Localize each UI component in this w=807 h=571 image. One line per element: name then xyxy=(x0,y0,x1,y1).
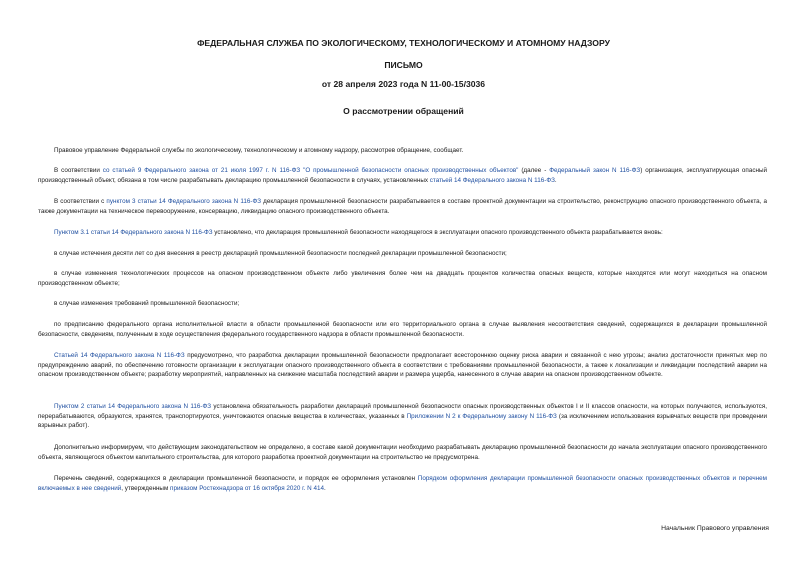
paragraph-article-9 xyxy=(38,166,767,185)
link-order-414[interactable]: приказом Ростехнадзора от 16 октября 2020 г. N 414 xyxy=(170,484,324,492)
list-item-process-change: в случае изменения технологических процессов на опасном производственном объекте либо увеличения более чем на двадцать процентов количества опасных веществ, которые находятся или могут находиться на опасном производственном объекте; xyxy=(38,270,767,287)
paragraph-declaration-list xyxy=(38,474,767,493)
link-point-3-article-14[interactable]: пунктом 3 статьи 14 Федерального закона N 116-ФЗ xyxy=(106,198,262,205)
text: Перечень сведений, содержащихся в декларации промышленной безопасности, и порядок ее оформления установлен xyxy=(54,475,418,482)
paragraph-point-3-1 xyxy=(38,228,767,238)
link-appendix-2[interactable]: Приложении N 2 к Федеральному закону N 116-ФЗ xyxy=(406,412,557,420)
paragraph-point-3 xyxy=(38,197,767,216)
signature: Начальник Правового управления xyxy=(661,525,769,532)
text: предусмотрено, что разработка декларации промышленной безопасности предполагает всестороннюю оценку риска аварии и связанной с нею угрозы; анализ достаточности принятых мер по предупреждению аварий, по обеспечению готовности организации к эксплуатации опасного производственного объекта в соответствии с требованиями промышленной безопасности, а также к локализации и ликвидации последствий аварии на опасном производственном объекте; разработку мероприятий, направленных на снижение масштаба последствий аварии и размера ущерба, нанесенного в случае аварии на опасном производственном объекте. xyxy=(38,352,768,379)
text: . xyxy=(554,176,557,184)
text: ) организация, эксплуатирующая опасный производственный объект, обязана в том числе разрабатывать декларацию промышленной безопасности в случаях, установленных xyxy=(38,167,767,184)
paragraph-intro: Правовое управление Федеральной службы по экологическому, технологическому и атомному надзору, рассмотрев обращение, сообщает. xyxy=(54,147,464,154)
text: В соответствии с xyxy=(54,198,107,205)
paragraph-article-14 xyxy=(38,351,767,380)
list-item-order: по предписанию федерального органа исполнительной власти в области промышленной безопасности или его территориального органа в случае выявления несоответствия сведений, содержащихся в декларации промышленной безопасности, сведениям, полученным в ходе осуществления федерального государственного надзора в области промышленной безопасности. xyxy=(38,321,767,338)
text: В соответствии xyxy=(54,167,103,174)
link-federal-law-116[interactable]: Федеральный закон N 116-ФЗ xyxy=(549,167,641,174)
text: (за исключением использования взрывчатых веществ при проведении взрывных работ). xyxy=(38,412,767,430)
document-subject: О рассмотрении обращений xyxy=(343,106,464,116)
link-point-3-1-article-14[interactable]: Пунктом 3.1 статьи 14 Федерального закона N 116-ФЗ xyxy=(54,229,213,236)
document-date-number: от 28 апреля 2023 года N 11-00-15/3036 xyxy=(321,79,486,89)
list-item-requirements-change: в случае изменения требований промышленной безопасности; xyxy=(54,300,240,307)
document-type: ПИСЬМО xyxy=(384,60,423,70)
text: (далее - xyxy=(518,167,550,174)
link-declaration-procedure[interactable]: Порядком оформления декларации промышленной безопасности опасных производственных объектов и перечнем включаемых в нее сведений xyxy=(38,475,767,492)
text: , утвержденным xyxy=(121,484,171,492)
agency-title: ФЕДЕРАЛЬНАЯ СЛУЖБА ПО ЭКОЛОГИЧЕСКОМУ, ТЕХНОЛОГИЧЕСКОМУ И АТОМНОМУ НАДЗОРУ xyxy=(197,38,610,48)
link-article-9[interactable]: со статьей 9 Федерального закона от 21 июля 1997 г. N 116-ФЗ "О промышленной безопасности опасных производственных объектов" xyxy=(102,167,519,174)
paragraph-point-2 xyxy=(38,402,767,431)
text: декларация промышленной безопасности разрабатывается в составе проектной документации на строительство, реконструкцию опасного производственного объекта, а также документации на техническое перевооружение, консервацию, ликвидацию опасного производственного объекта. xyxy=(38,198,767,215)
paragraph-additional-info: Дополнительно информируем, что действующим законодательством не определено, в составе какой документации необходимо разрабатывать декларацию промышленной безопасности до начала эксплуатации опасного производственного объекта, являющегося объектом капитального строительства, для которого разработка проектной документации на строительство не предусмотрена. xyxy=(38,444,767,461)
link-article-14-law[interactable]: Статьей 14 Федерального закона N 116-ФЗ xyxy=(54,352,185,359)
text: установлено, что декларация промышленной безопасности находящегося в эксплуатации опасного производственного объекта разрабатывается вновь: xyxy=(212,229,663,236)
link-point-2-article-14[interactable]: Пунктом 2 статьи 14 Федерального закона N 116-ФЗ xyxy=(54,403,212,410)
text: . xyxy=(323,484,326,492)
text: установлена обязательность разработки деклараций промышленной безопасности опасных производственных объектов I и II классов опасности, на которых получаются, используются, перерабатываются, образуются, хранятся, транспортируются, уничтожаются опасные вещества в количествах, указанных в xyxy=(38,403,767,420)
link-article-14[interactable]: статьей 14 Федерального закона N 116-ФЗ xyxy=(429,176,555,184)
list-item-ten-years: в случае истечения десяти лет со дня внесения в реестр деклараций промышленной безопасности последней декларации промышленной безопасности; xyxy=(54,250,507,257)
